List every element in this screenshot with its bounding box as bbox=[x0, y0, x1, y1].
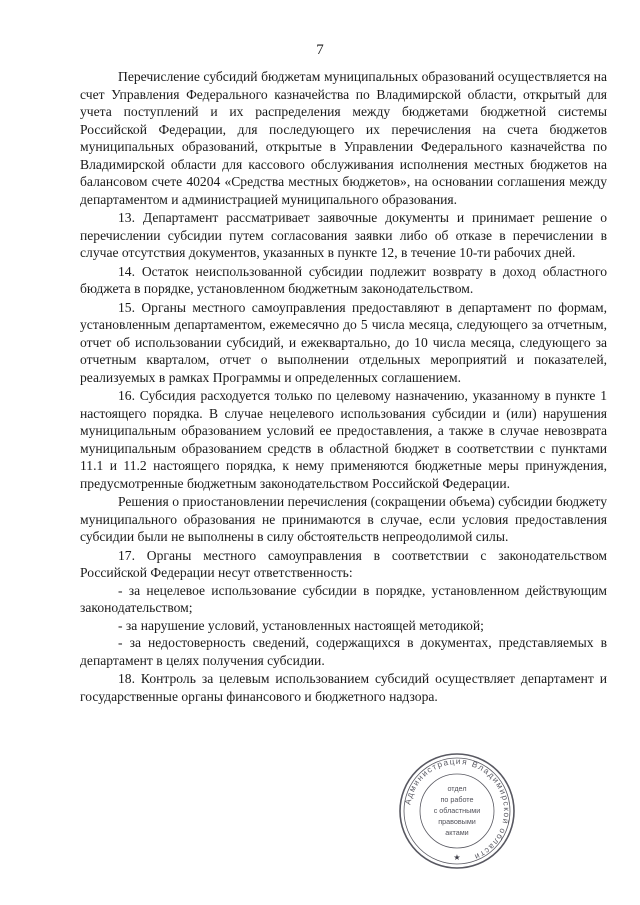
stamp-line-2: по работе bbox=[440, 795, 474, 804]
list-item-violation: - за нарушение условий, установленных настоящей методикой; bbox=[118, 617, 484, 633]
stamp-line-3: с областными bbox=[433, 806, 481, 815]
stamp-line-4: правовыми bbox=[438, 817, 476, 826]
page-number: 7 bbox=[316, 42, 324, 58]
list-item-misuse: - за нецелевое использование субсидии в порядке, установленном действующим законодательством; bbox=[80, 582, 607, 615]
stamp-ring-text: Администрация Владимирской области bbox=[403, 756, 512, 862]
stamp-line-1: отдел bbox=[447, 784, 467, 793]
paragraph-transfer: Перечисление субсидий бюджетам муниципальных образований осуществляется на счет Управления Федерального казначейства по Владимирской области, открытый для учета поступлений и их распределения между бюджетами бюджетной системы Российской Федерации, для последующего их перечисления на счета бюджетов муниципальных образований, открытые в Управлении Федерального казначейства по Владимирской области для кассового обслуживания исполнения местных бюджетов на балансовом счете 40204 «Средства местных бюджетов», на основании соглашения между департаментом и администрацией муниципального образования. bbox=[80, 69, 607, 207]
paragraph-16: 16. Субсидия расходуется только по целевому назначению, указанному в пункте 1 настоящего порядка. В случае нецелевого использования субсидии и (или) нарушения муниципальным образованием условий ее предоставления, а также в случае невозврата муниципальным образованием средств в областной бюджет в соответствии с пунктами 11.1 и 11.2 настоящего порядка, к нему применяются бюджетные меры принуждения, предусмотренные бюджетным законодательством Российской Федерации. bbox=[80, 388, 607, 491]
list-item-unreliable-info: - за недостоверность сведений, содержащихся в документах, представляемых в департамент в целях получения субсидии. bbox=[80, 635, 607, 668]
stamp-line-5: актами bbox=[445, 828, 469, 837]
paragraph-17: 17. Органы местного самоуправления в соответствии с законодательством Российской Федерации несут ответственность: bbox=[80, 547, 607, 580]
stamp-star-icon: ★ bbox=[453, 853, 461, 862]
paragraph-suspension: Решения о приостановлении перечисления (сокращении объема) субсидии бюджету муниципального образования не принимаются в случае, если условия предоставления субсидии были не выполнены в силу обстоятельств непреодолимой силы. bbox=[80, 494, 607, 544]
paragraph-14: 14. Остаток неиспользованной субсидии подлежит возврату в доход областного бюджета в порядке, установленном бюджетным законодательством. bbox=[80, 263, 607, 296]
paragraph-13: 13. Департамент рассматривает заявочные документы и принимает решение о перечислении субсидии путем согласования заявки либо об отказе в перечислении в случае отсутствия документов, указанных в пункте 12, в течение 10-ти рабочих дней. bbox=[80, 210, 607, 260]
official-stamp bbox=[398, 752, 516, 870]
paragraph-15: 15. Органы местного самоуправления предоставляют в департамент по формам, установленным департаментом, ежемесячно до 5 числа месяца, следующего за отчетным, отчет об использовании субсидий, и ежеквартально, до 10 числа месяца, следующего за отчетным кварталом, отчет о выполнении отдельных мероприятий и показателей, реализуемых в рамках Программы и определенных соглашением. bbox=[80, 299, 607, 385]
paragraph-18: 18. Контроль за целевым использованием субсидий осуществляет департамент и государственные органы финансового и бюджетного надзора. bbox=[80, 671, 607, 704]
body-text bbox=[80, 68, 607, 705]
